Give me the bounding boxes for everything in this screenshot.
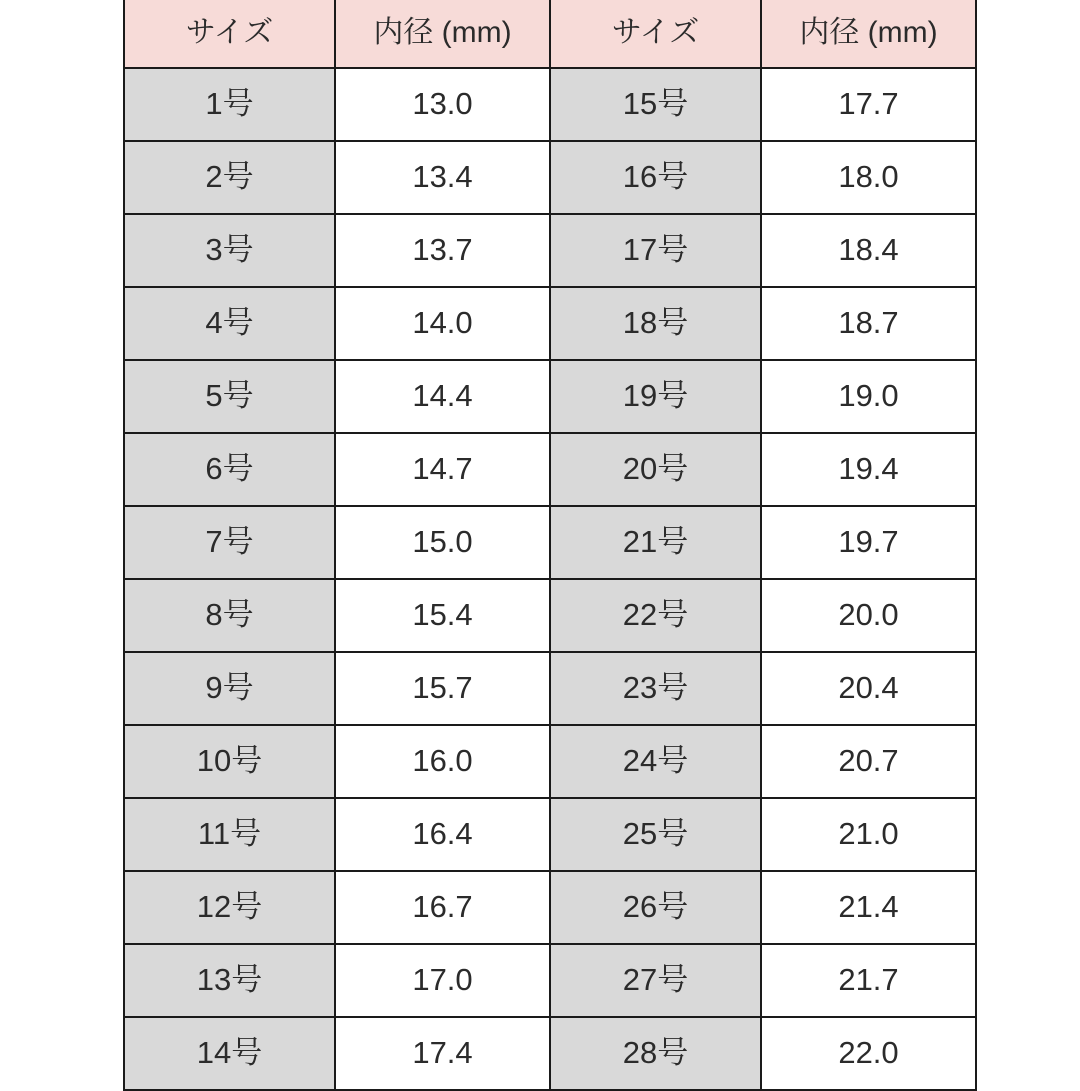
- cell-size-left: 4号: [124, 287, 335, 360]
- cell-size-right: 19号: [550, 360, 761, 433]
- cell-diameter-right: 20.7: [761, 725, 976, 798]
- cell-diameter-left: 16.0: [335, 725, 550, 798]
- cell-diameter-right: 21.7: [761, 944, 976, 1017]
- cell-diameter-left: 14.0: [335, 287, 550, 360]
- cell-size-left: 2号: [124, 141, 335, 214]
- table-row: [124, 287, 976, 360]
- cell-diameter-left: 13.7: [335, 214, 550, 287]
- cell-size-left: 14号: [124, 1017, 335, 1090]
- cell-diameter-right: 21.4: [761, 871, 976, 944]
- cell-diameter-left: 15.4: [335, 579, 550, 652]
- column-header-size-right: サイズ: [550, 0, 761, 68]
- cell-size-left: 10号: [124, 725, 335, 798]
- cell-size-right: 23号: [550, 652, 761, 725]
- cell-diameter-right: 18.7: [761, 287, 976, 360]
- cell-diameter-left: 13.0: [335, 68, 550, 141]
- table-row: [124, 433, 976, 506]
- cell-size-left: 11号: [124, 798, 335, 871]
- column-header-diameter-right: 内径 (mm): [761, 0, 976, 68]
- cell-diameter-right: 22.0: [761, 1017, 976, 1090]
- table-row: [124, 214, 976, 287]
- ring-size-table: [123, 0, 977, 1091]
- cell-size-left: 13号: [124, 944, 335, 1017]
- table-row: [124, 798, 976, 871]
- table-row: [124, 360, 976, 433]
- cell-size-right: 28号: [550, 1017, 761, 1090]
- cell-diameter-left: 16.7: [335, 871, 550, 944]
- cell-size-right: 15号: [550, 68, 761, 141]
- cell-size-left: 3号: [124, 214, 335, 287]
- cell-size-right: 20号: [550, 433, 761, 506]
- cell-size-right: 22号: [550, 579, 761, 652]
- cell-size-left: 5号: [124, 360, 335, 433]
- table-body: [124, 68, 976, 1090]
- cell-diameter-left: 17.0: [335, 944, 550, 1017]
- cell-diameter-right: 17.7: [761, 68, 976, 141]
- cell-size-right: 21号: [550, 506, 761, 579]
- table-row: [124, 725, 976, 798]
- cell-diameter-right: 21.0: [761, 798, 976, 871]
- table-row: [124, 141, 976, 214]
- table-row: [124, 652, 976, 725]
- table-header-row: [124, 0, 976, 68]
- table-row: [124, 506, 976, 579]
- table-header: [124, 0, 976, 68]
- column-header-size-left: サイズ: [124, 0, 335, 68]
- cell-size-right: 27号: [550, 944, 761, 1017]
- table-row: [124, 579, 976, 652]
- cell-size-right: 24号: [550, 725, 761, 798]
- cell-diameter-left: 14.7: [335, 433, 550, 506]
- cell-diameter-right: 19.7: [761, 506, 976, 579]
- cell-diameter-left: 15.0: [335, 506, 550, 579]
- cell-size-right: 18号: [550, 287, 761, 360]
- cell-size-left: 1号: [124, 68, 335, 141]
- cell-size-right: 25号: [550, 798, 761, 871]
- cell-diameter-left: 17.4: [335, 1017, 550, 1090]
- cell-size-left: 12号: [124, 871, 335, 944]
- cell-diameter-right: 19.4: [761, 433, 976, 506]
- cell-diameter-left: 14.4: [335, 360, 550, 433]
- table-row: [124, 944, 976, 1017]
- cell-size-left: 8号: [124, 579, 335, 652]
- column-header-diameter-left: 内径 (mm): [335, 0, 550, 68]
- cell-size-left: 6号: [124, 433, 335, 506]
- cell-diameter-right: 18.4: [761, 214, 976, 287]
- table-row: [124, 871, 976, 944]
- cell-size-left: 9号: [124, 652, 335, 725]
- cell-diameter-left: 15.7: [335, 652, 550, 725]
- cell-diameter-right: 18.0: [761, 141, 976, 214]
- cell-diameter-left: 13.4: [335, 141, 550, 214]
- cell-diameter-right: 20.4: [761, 652, 976, 725]
- cell-size-right: 16号: [550, 141, 761, 214]
- cell-diameter-right: 20.0: [761, 579, 976, 652]
- cell-diameter-left: 16.4: [335, 798, 550, 871]
- cell-size-left: 7号: [124, 506, 335, 579]
- table-row: [124, 68, 976, 141]
- cell-size-right: 26号: [550, 871, 761, 944]
- cell-size-right: 17号: [550, 214, 761, 287]
- cell-diameter-right: 19.0: [761, 360, 976, 433]
- table-row: [124, 1017, 976, 1090]
